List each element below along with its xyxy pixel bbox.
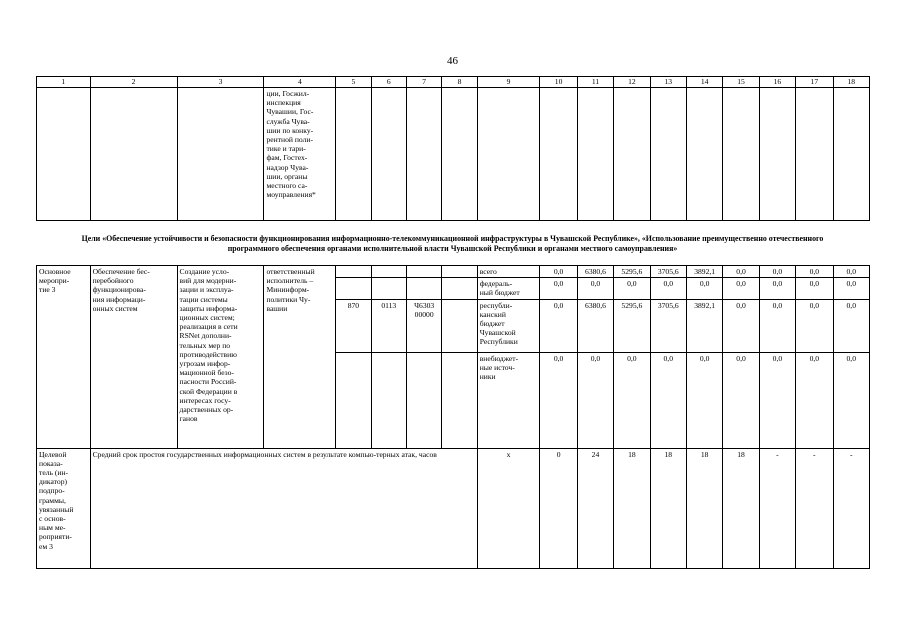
col-number: 4 (264, 77, 336, 88)
value-cell: 0,0 (686, 352, 722, 448)
value-cell: 0,0 (614, 278, 650, 299)
value-cell: 0,0 (833, 352, 869, 448)
indicator-label: Целевой показа- тель (ин- дикатор) подпро- граммы, увязанный с основ- ным ме- роприяти- ем 3 (37, 448, 91, 568)
code-grbs: 870 (336, 299, 371, 352)
value-cell: 5295,6 (614, 299, 650, 352)
indicator-value: 18 (614, 448, 650, 568)
value-cell: 0,0 (577, 278, 613, 299)
measure-status: Основное меропри- тие 3 (37, 266, 91, 449)
value-cell: 0,0 (723, 299, 759, 352)
indicator-value: 24 (577, 448, 613, 568)
indicator-text: Средний срок простоя государственных информационных систем в результате компью-терных атак, часов (90, 448, 477, 568)
source-row-total (37, 266, 870, 278)
value-cell: 0,0 (759, 278, 795, 299)
measure-executor: ответственный исполнитель – Мининформ- политики Чу- вашии (264, 266, 336, 449)
col-number: 8 (442, 77, 477, 88)
value-cell: 3892,1 (686, 299, 722, 352)
value-cell: 3892,1 (686, 266, 722, 278)
source-label: всего (477, 266, 540, 278)
column-number-row (37, 77, 870, 88)
value-cell: 0,0 (540, 266, 577, 278)
col-number: 10 (540, 77, 577, 88)
source-label: федераль- ный бюджет (477, 278, 540, 299)
executors-continuation: ции, Госжил- инспекция Чувашии, Гос- служба Чува- шии по конку- рентной поли- тике и тари- фам, Гостех- надзор Чува- шии, органы местного са- моуправления* (264, 88, 336, 221)
indicator-value: 0 (540, 448, 577, 568)
value-cell: 0,0 (650, 352, 686, 448)
indicator-value: 18 (723, 448, 759, 568)
indicator-row (37, 448, 870, 568)
col-number: 13 (650, 77, 686, 88)
code-target: Ч6303 00000 (406, 299, 441, 352)
value-cell: 6380,6 (577, 299, 613, 352)
col-number: 15 (723, 77, 759, 88)
indicator-value: - (833, 448, 869, 568)
value-cell: 0,0 (577, 352, 613, 448)
value-cell: 0,0 (614, 352, 650, 448)
indicator-unit: х (477, 448, 540, 568)
col-number: 9 (477, 77, 540, 88)
value-cell: 0,0 (723, 266, 759, 278)
value-cell: 0,0 (796, 299, 833, 352)
indicator-value: - (759, 448, 795, 568)
measure-description: Создание усло- вий для модерни- зации и эксплуа- тации системы защиты информа- ционных систем; реализация в сети RSNet дополни- тельных мер по противодействию угрозам инфор- мационной безо- пасности Россий- ской Федерации в интересах госу- дарственных ор- ганов (177, 266, 264, 449)
value-cell: 0,0 (796, 278, 833, 299)
code-kind (442, 299, 477, 352)
value-cell: 0,0 (540, 352, 577, 448)
source-label: республи- канский бюджет Чувашской Республики (477, 299, 540, 352)
value-cell: 0,0 (759, 352, 795, 448)
value-cell: 0,0 (650, 278, 686, 299)
value-cell: 0,0 (540, 278, 577, 299)
measure-table (36, 265, 870, 569)
page-number: 46 (447, 55, 458, 67)
value-cell: 5295,6 (614, 266, 650, 278)
continuation-table (36, 76, 870, 221)
continuation-row (37, 88, 870, 221)
col-number: 17 (796, 77, 833, 88)
col-number: 11 (577, 77, 613, 88)
col-number: 6 (371, 77, 406, 88)
col-number: 3 (177, 77, 264, 88)
code-section: 0113 (371, 299, 406, 352)
goal-heading: Цели «Обеспечение устойчивости и безопасности функционирования информационно-телекоммуникационной инфраструктуры в Чувашской Республике», «Использование преимущественно отечественного программного обеспечения органами исполнительной власти Чувашской Республики и органами местного самоуправления» (81, 234, 824, 253)
value-cell: 0,0 (796, 352, 833, 448)
value-cell: 0,0 (723, 278, 759, 299)
value-cell: 0,0 (833, 278, 869, 299)
value-cell: 0,0 (759, 266, 795, 278)
col-number: 7 (406, 77, 441, 88)
col-number: 18 (833, 77, 869, 88)
source-label: внебюджет- ные источ- ники (477, 352, 540, 448)
col-number: 2 (90, 77, 177, 88)
value-cell: 0,0 (540, 299, 577, 352)
col-number: 1 (37, 77, 91, 88)
value-cell: 0,0 (759, 299, 795, 352)
col-number: 12 (614, 77, 650, 88)
indicator-value: 18 (650, 448, 686, 568)
value-cell: 0,0 (686, 278, 722, 299)
value-cell: 0,0 (796, 266, 833, 278)
value-cell: 0,0 (833, 266, 869, 278)
value-cell: 6380,6 (577, 266, 613, 278)
value-cell: 3705,6 (650, 266, 686, 278)
col-number: 16 (759, 77, 795, 88)
value-cell: 0,0 (723, 352, 759, 448)
col-number: 5 (336, 77, 371, 88)
value-cell: 3705,6 (650, 299, 686, 352)
indicator-value: - (796, 448, 833, 568)
col-number: 14 (686, 77, 722, 88)
measure-name: Обеспечение бес- перебойного функционирова- ния информаци- онных систем (90, 266, 177, 449)
value-cell: 0,0 (833, 299, 869, 352)
indicator-value: 18 (686, 448, 722, 568)
